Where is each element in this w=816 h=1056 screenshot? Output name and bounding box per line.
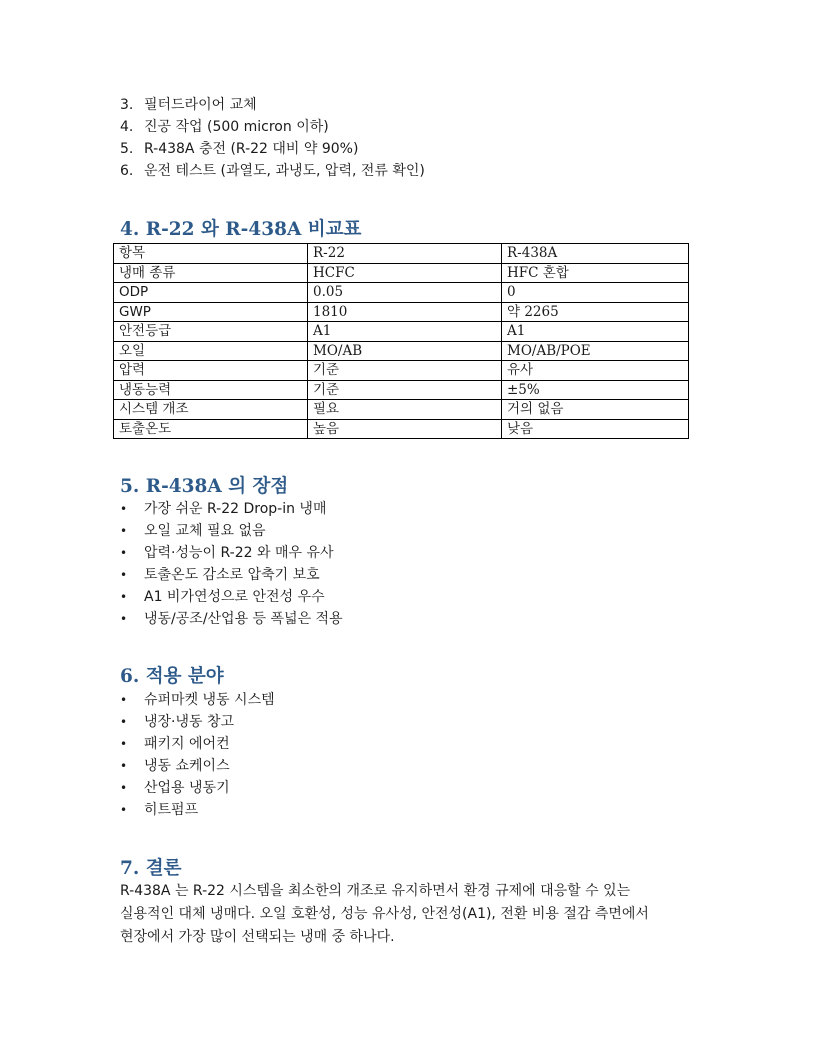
paragraph-line: R-438A 는 R-22 시스템을 최소한의 개조로 유지하면서 환경 규제에 대응할 수 있는 (120, 883, 631, 899)
bullet-icon: • (120, 715, 128, 729)
bullet-icon: • (120, 590, 128, 604)
list-item-text: 패키지 에어컨 (144, 736, 230, 752)
table-cell: 오일 (114, 341, 308, 361)
table-row (114, 419, 689, 439)
list-item (120, 689, 275, 711)
paragraph-line: 실용적인 대체 냉매다. 오일 호환성, 성능 유사성, 안전성(A1), 전환 비용 절감 측면에서 (120, 906, 649, 922)
bullet-icon: • (120, 568, 128, 582)
bullet-icon: • (120, 502, 128, 516)
list-item (120, 733, 275, 755)
table-row (114, 341, 689, 361)
comparison-table (113, 243, 689, 439)
list-item-text: 냉동/공조/산업용 등 폭넓은 적용 (144, 611, 343, 627)
table-cell: 약 2265 (502, 302, 689, 322)
bullet-icon: • (120, 524, 128, 538)
header-cell: R-438A (502, 244, 689, 264)
table-cell: MO/AB/POE (502, 341, 689, 361)
conclusion-heading: 7. 결론 (120, 858, 182, 879)
table-cell: 냉매 종류 (114, 263, 308, 283)
step-text: 필터드라이어 교체 (144, 97, 257, 113)
table-cell: A1 (502, 322, 689, 342)
paragraph-line: 현장에서 가장 많이 선택되는 냉매 중 하나다. (120, 929, 395, 945)
list-item (120, 94, 425, 116)
table-cell: 토출온도 (114, 419, 308, 439)
list-item-text: A1 비가연성으로 안전성 우수 (144, 589, 325, 605)
table-cell: 낮음 (502, 419, 689, 439)
advantages-list (120, 498, 343, 630)
table-row (114, 380, 689, 400)
step-number: 3. (120, 97, 134, 113)
table-row (114, 283, 689, 303)
table-cell: A1 (308, 322, 502, 342)
list-item (120, 498, 343, 520)
table-cell: 유사 (502, 361, 689, 381)
header-cell: R-22 (308, 244, 502, 264)
table-row (114, 302, 689, 322)
table-row (114, 263, 689, 283)
list-item (120, 608, 343, 630)
list-item-text: 오일 교체 필요 없음 (144, 523, 266, 539)
list-item-text: 냉장·냉동 창고 (144, 714, 235, 730)
table-cell: 높음 (308, 419, 502, 439)
conclusion-paragraph (120, 880, 690, 949)
list-item (120, 777, 275, 799)
step-number: 4. (120, 119, 134, 135)
table-cell: 0 (502, 283, 689, 303)
table-cell: 냉동능력 (114, 380, 308, 400)
table-cell: ODP (114, 283, 308, 303)
table-cell: MO/AB (308, 341, 502, 361)
table-row (114, 322, 689, 342)
list-item-text: 냉동 쇼케이스 (144, 758, 230, 774)
bullet-icon: • (120, 612, 128, 626)
list-item-text: 슈퍼마켓 냉동 시스템 (144, 692, 275, 708)
applications-heading: 6. 적용 분야 (120, 666, 224, 687)
advantages-heading: 5. R-438A 의 장점 (120, 476, 289, 497)
list-item (120, 711, 275, 733)
list-item-text: 토출온도 감소로 압축기 보호 (144, 567, 320, 583)
table-cell: 기준 (308, 380, 502, 400)
list-item (120, 160, 425, 182)
list-item-text: 가장 쉬운 R-22 Drop-in 냉매 (144, 501, 327, 517)
bullet-icon: • (120, 759, 128, 773)
table-cell: 압력 (114, 361, 308, 381)
table-cell: 거의 없음 (502, 400, 689, 420)
step-text: 운전 테스트 (과열도, 과냉도, 압력, 전류 확인) (144, 163, 425, 179)
comparison-heading: 4. R-22 와 R-438A 비교표 (120, 219, 362, 240)
table-cell: ±5% (502, 380, 689, 400)
list-item (120, 586, 343, 608)
table-cell: 0.05 (308, 283, 502, 303)
list-item (120, 542, 343, 564)
step-text: R-438A 충전 (R-22 대비 약 90%) (144, 141, 359, 157)
table-cell: 기준 (308, 361, 502, 381)
table-cell: 시스템 개조 (114, 400, 308, 420)
list-item (120, 138, 425, 160)
table-cell: 안전등급 (114, 322, 308, 342)
procedure-step-list (120, 94, 425, 182)
table-row (114, 400, 689, 420)
header-cell: 항목 (114, 244, 308, 264)
bullet-icon: • (120, 781, 128, 795)
table-cell: 필요 (308, 400, 502, 420)
table-row (114, 361, 689, 381)
step-text: 진공 작업 (500 micron 이하) (144, 119, 329, 135)
applications-list (120, 689, 275, 821)
list-item (120, 799, 275, 821)
table-cell: HCFC (308, 263, 502, 283)
bullet-icon: • (120, 737, 128, 751)
list-item-text: 압력·성능이 R-22 와 매우 유사 (144, 545, 334, 561)
bullet-icon: • (120, 693, 128, 707)
bullet-icon: • (120, 803, 128, 817)
step-number: 5. (120, 141, 134, 157)
list-item (120, 520, 343, 542)
list-item (120, 564, 343, 586)
table-cell: GWP (114, 302, 308, 322)
list-item (120, 755, 275, 777)
list-item-text: 히트펌프 (144, 802, 199, 818)
table-header-row (114, 244, 689, 264)
step-number: 6. (120, 163, 134, 179)
table-cell: HFC 혼합 (502, 263, 689, 283)
table-cell: 1810 (308, 302, 502, 322)
list-item (120, 116, 425, 138)
list-item-text: 산업용 냉동기 (144, 780, 230, 796)
bullet-icon: • (120, 546, 128, 560)
